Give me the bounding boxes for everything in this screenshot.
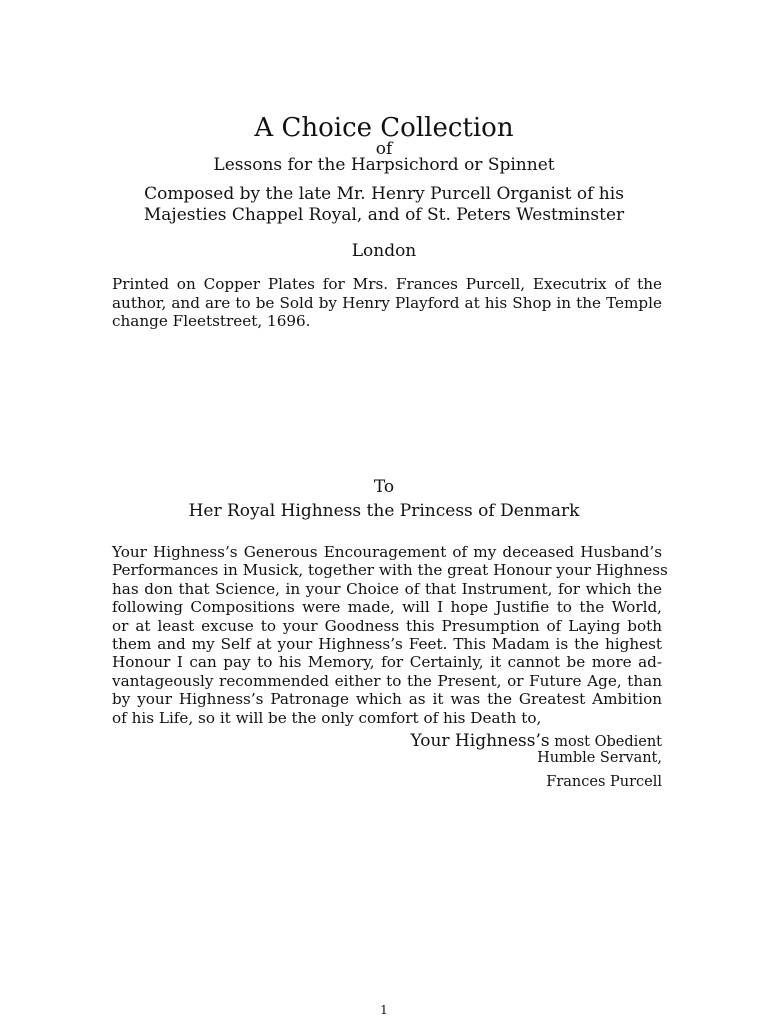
closing-humble-servant: Humble Servant, [537, 750, 662, 766]
body-line: following Compositions were made, will I hope Justifie to the World, [112, 598, 662, 617]
closing-most-obedient: most Obedient [549, 734, 662, 750]
body-line: has don that Science, in your Choice of that Instrument, for which the [112, 579, 662, 598]
composer-line: Majesties Chappel Royal, and of St. Peters Westminster [143, 205, 625, 225]
body-line: vantageously recommended either to the Present, or Future Age, than [112, 671, 662, 690]
closing-your-highness: Your Highness’s [410, 731, 550, 751]
imprint-paragraph [112, 275, 662, 331]
closing-salutation [410, 731, 662, 752]
composer-line: Composed by the late Mr. Henry Purcell Organist of his [144, 184, 624, 204]
place-of-publication: London [351, 241, 417, 261]
composer-statement [0, 184, 768, 226]
document-title: A Choice Collection [254, 113, 514, 143]
imprint-line: Printed on Copper Plates for Mrs. Frances Purcell, Executrix of the [112, 275, 662, 293]
body-line: Your Highness’s Generous Encouragement of my deceased Husband’s [112, 543, 662, 561]
dedication-to: To [373, 477, 395, 497]
imprint-line: change Fleetstreet, 1696. [112, 312, 311, 330]
dedication-body [112, 543, 668, 727]
imprint-line: author, and are to be Sold by Henry Playford at his Shop in the Temple [112, 293, 662, 312]
body-line: or at least excuse to your Goodness this Presumption of Laying both [112, 616, 662, 635]
document-subtitle: Lessons for the Harpsichord or Spinnet [213, 155, 555, 175]
signature: Frances Purcell [546, 774, 662, 790]
dedication-recipient: Her Royal Highness the Princess of Denmark [188, 501, 580, 521]
body-line: Honour I can pay to his Memory, for Certainly, it cannot be more ad- [112, 653, 662, 672]
title-connector: of [375, 139, 393, 159]
body-line: Performances in Musick, together with the great Honour your Highness [112, 561, 668, 580]
body-line: them and my Self at your Highness’s Feet. This Madam is the highest [112, 635, 662, 654]
body-line: by your Highness’s Patronage which as it was the Greatest Ambition [112, 690, 662, 709]
page-number: 1 [380, 1003, 388, 1017]
body-line: of his Life, so it will be the only comfort of his Death to, [112, 708, 542, 727]
